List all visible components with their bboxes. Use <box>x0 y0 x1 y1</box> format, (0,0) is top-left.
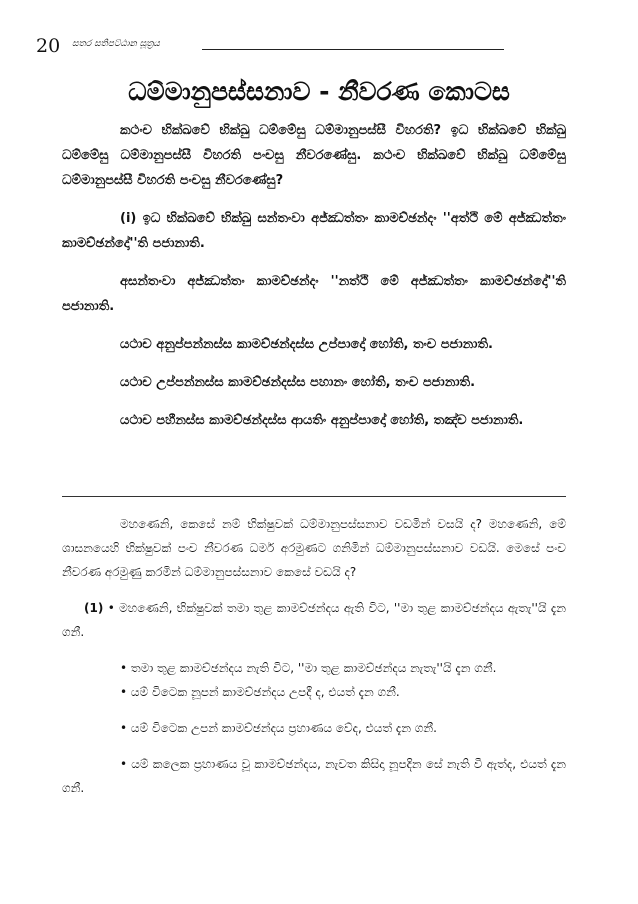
translation-bullet-first <box>62 596 566 644</box>
pali-paragraph: අසන්තංවා අජ්ඣත්තං කාමච්ඡන්දං ''නත්ථි මේ අජ්ඣත්තං කාමච්ඡන්දෝ''ති පජානාති. <box>62 274 566 314</box>
translation-bullet: • යම් විටෙක උපන් කාමච්ඡන්දය ප්‍රහාණය වේද, එයත් දැන ගනී. <box>120 721 437 735</box>
item-number: (1) <box>84 601 104 615</box>
translation-bullet: • යම් විටෙක නූපන් කාමච්ඡන්දය උපදී ද, එයත් දැන ගනී. <box>120 685 400 699</box>
page-number: 20 <box>36 35 61 57</box>
pali-paragraph: යථාච අනුප්පන්නස්ස කාමච්ඡන්දස්ස උප්පාදෝ හෝති, තංච පජානාති. <box>120 337 493 352</box>
translation-intro: මහණෙනි, කෙසේ නම් භික්ෂුවක් ධම්මානුපස්සනාව වඩමින් වසයි ද? මහණෙනි, මේ ශාසනයෙහි භික්ෂුවක් පංච නීවරණ ධර්ම අරමුණට ගනිමින් ධම්මානුපස්සනාව වඩයි. මෙසේ පංච නීවරණ අරමුණු කරමින් ධම්මානුපස්සනාව කෙසේ වඩයි ද? <box>62 517 566 579</box>
pali-paragraph: යථාච උප්පන්නස්ස කාමච්ඡන්දස්ස පහානං හෝති, තංච පජානාති. <box>120 375 476 390</box>
running-title: සතර සතිපට්ඨාන සූත්‍රය <box>72 39 160 49</box>
header-rule <box>202 49 504 50</box>
pali-text-block <box>62 118 566 433</box>
translation-bullet: • යම් කලෙක ප්‍රහාණය වූ කාමච්ඡන්දය, නැවත කිසිදා නූපදින සේ නැති වී ඇත්ද, එයත් දැන ගනී. <box>62 757 566 795</box>
pali-paragraph: යථාච පහීනස්ස කාමච්ඡන්දස්ස ආයතිං අනුප්පාදෝ හෝති, තඤ්ච පජානාති. <box>120 413 524 428</box>
sinhala-translation-block <box>62 512 566 800</box>
translation-bullet: • තමා තුළ කාමච්ඡන්දය නැති විට, ''මා තුළ කාමච්ඡන්දය නැතැ''යි දැන ගනී. <box>120 661 497 675</box>
section-title: ධම්මානුපස්සනාව - නීවරණ කොටස <box>128 77 510 106</box>
bullet-text: • මහණෙනි, භික්ෂුවක් තමා තුළ කාමච්ඡන්දය ඇති විට, ''මා තුළ කාමච්ඡන්දය ඇතැ''යි දැන ගනී. <box>62 601 566 639</box>
section-divider <box>62 496 566 497</box>
page-header <box>36 32 476 62</box>
pali-paragraph: කථංච භික්ඛවේ භික්ඛු ධම්මේසු ධම්මානුපස්සී විහරති? ඉධ භික්ඛවේ භික්ඛු ධම්මේසු ධම්මානුපස්සී විහරති පංචසු නීවරණේසු. කථංච භික්ඛවේ භික්ඛු ධම්මේසු ධම්මානුපස්සී විහරති පංචසු නීවරණේසු? <box>62 123 566 188</box>
pali-paragraph: (i) ඉධ භික්ඛවේ භික්ඛු සන්තංවා අජ්ඣත්තං කාමච්ඡන්දං ''අත්ථි මේ අජ්ඣත්තං කාමච්ඡන්දෝ''ති පජානාති. <box>62 211 566 251</box>
